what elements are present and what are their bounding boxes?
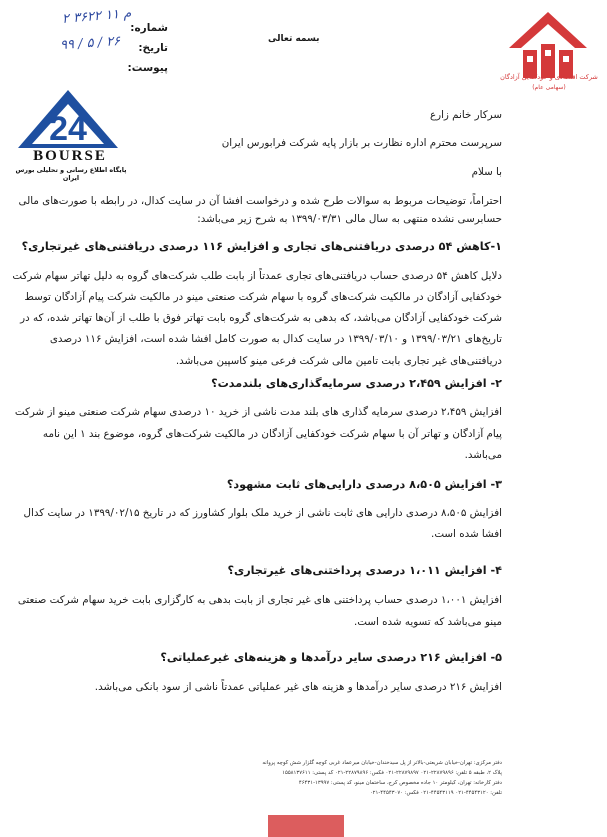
- footer-accent-bar: [268, 815, 344, 837]
- addressee: سرپرست محترم اداره نظارت بر بازار پایه شرکت فرابورس ایران: [221, 137, 502, 149]
- paragraph-line: خودکفایی آزادگان در مالکیت شرکت‌های گروه با سهام شرکت صنعتی مینو در مالکیت شرکت پیام آزادگان توسط: [24, 291, 502, 303]
- section-heading: ۱-کاهش ۵۴ درصدی دریافتنی‌های تجاری و افزایش ۱۱۶ درصدی دریافتنی‌های غیرتجاری؟: [21, 240, 502, 253]
- intro-line: حسابرسی نشده منتهی به سال مالی ۱۳۹۹/۰۳/۳۱ به شرح زیر می‌باشد:: [197, 213, 502, 225]
- section-heading: ۳- افزایش ۸،۵۰۵ درصدی دارایی‌های ثابت مشهود؟: [226, 478, 502, 491]
- basmala: بسمه تعالی: [268, 34, 320, 44]
- intro-line: احتراماً، توضیحات مربوط به سوالات طرح شده و درخواست افشا آن در سایت کدال، در رابطه با صورت‌های مالی: [18, 195, 502, 207]
- paragraph-line: دریافتنی‌های غیر تجاری بابت تامین مالی شرکت فرعی مینو کاسپین می‌باشد.: [175, 355, 502, 367]
- paragraph-line: تاریخ‌های ۱۳۹۹/۰۳/۲۱ و ۱۳۹۹/۰۳/۱۰ در سایت کدال به صورت کامل افشا شده است، افزایش ۱۱۶ درصدی: [49, 333, 502, 345]
- company-name: شرکت اقتصادی و خودکفایی آزادگان: [500, 73, 598, 81]
- section-heading: ۴- افزایش ۱،۰۱۱ درصدی پرداختنی‌های غیرتجاری؟: [227, 564, 502, 577]
- paragraph-line: افشا شده است.: [431, 528, 502, 540]
- section-heading: ۲- افزایش ۲،۴۵۹ درصدی سرمایه‌گذاری‌های بلندمدت؟: [211, 377, 502, 390]
- handwritten-letter-date: ۹۹ / ۵ / ۲۶: [59, 33, 121, 54]
- paragraph-line: افزایش ۱،۰۰۱ درصدی حساب پرداختنی های غیر تجاری از بابت بدهی به کارگزاری بابت خرید سهام شرکت صنعتی: [17, 594, 502, 606]
- number-label: شماره:: [130, 22, 168, 34]
- handwritten-letter-number: ۲ ۳۶۲۲ ۱م ۱: [61, 6, 132, 27]
- paragraph-line: شرکت خودکفایی آزادگان می‌باشد، که بدهی به شرکت‌های گروه بابت تهاتر فوق با طلب از آن‌ها تهاتر شده، که در: [20, 312, 502, 324]
- date-label: تاریخ:: [138, 42, 168, 54]
- greeting: با سلام: [471, 166, 502, 178]
- footer-address: تلفن: ۴۴۵۴۳۱۲۰-۰۲۱ ۴۴۵۴۳۱۱۹-۰۲۱ فکس: ۴۴۵۴۳۰۷۰-۰۲۱: [369, 790, 502, 796]
- footer-address: دفتر مرکزی: تهران-خیابان شریعتی-بالاتر از پل سیدخندان-خیابان میرعماد غربی کوچه گلزار شش کوچه پروانه: [262, 760, 502, 766]
- attachment-label: پیوست:: [127, 62, 168, 74]
- paragraph-line: افزایش ۸،۵۰۵ درصدی دارایی های ثابت ناشی از خرید ملک بلوار کشاورز که در تاریخ ۱۳۹۹/۰۲/۱۵ در سایت کدال: [23, 507, 502, 519]
- footer-address: پلاک ۲، طبقه ۵ تلفن: ۲۲۸۷۹۸۹۶-۰۲۱ ۲۲۸۷۹۸۹۷-۰۲۱ فکس: ۲۲۸۷۹۸۹۶-۰۲۱ کد پستی: ۱۵۵۸۱۳۷۶۱۱: [282, 770, 502, 776]
- paragraph-line: پیام آزادگان و تهاتر آن با سهام شرکت خودکفایی آزادگان در مالکیت شرکت‌های گروه، موضوع بند ۱ این نامه: [42, 428, 502, 440]
- paragraph-line: مینو می‌باشد که تسویه شده است.: [353, 616, 502, 628]
- section-heading: ۵- افزایش ۲۱۶ درصدی سایر درآمدها و هزینه‌های غیرعملیاتی؟: [160, 651, 502, 664]
- paragraph-line: دلایل کاهش ۵۴ درصدی حساب دریافتنی‌های تجاری عمدتاً از بابت طلب شرکت‌های گروه به دلیل تهاتر سهام شرکت: [12, 270, 502, 282]
- footer-address: دفتر کارخانه: تهران، کیلومتر ۱۰ جاده مخصوص کرج، ساختمان مینو، کد پستی: ۱۳۹۹۷-۴۶۴۳۱: [298, 780, 502, 786]
- salutation: سرکار خانم زارع: [429, 109, 502, 121]
- bourse-wordmark: BOURSE: [33, 148, 107, 164]
- paragraph-line: افزایش ۲،۴۵۹ درصدی سرمایه گذاری های بلند مدت ناشی از خرید ۱۰ درصدی سهام شرکت صنعتی مینو از شرکت: [14, 406, 502, 418]
- svg-text:24: 24: [49, 110, 87, 148]
- bourse-tagline: پایگاه اطلاع رسانی و تحلیلی بورس ایران: [15, 166, 127, 182]
- paragraph-line: افزایش ۲۱۶ درصدی سایر درآمدها و هزینه های غیر عملیاتی عمدتاً ناشی از سود بانکی می‌باشد.: [94, 681, 502, 693]
- company-subtitle: (سهامی عام): [532, 84, 566, 91]
- paragraph-line: می‌باشد.: [464, 449, 502, 461]
